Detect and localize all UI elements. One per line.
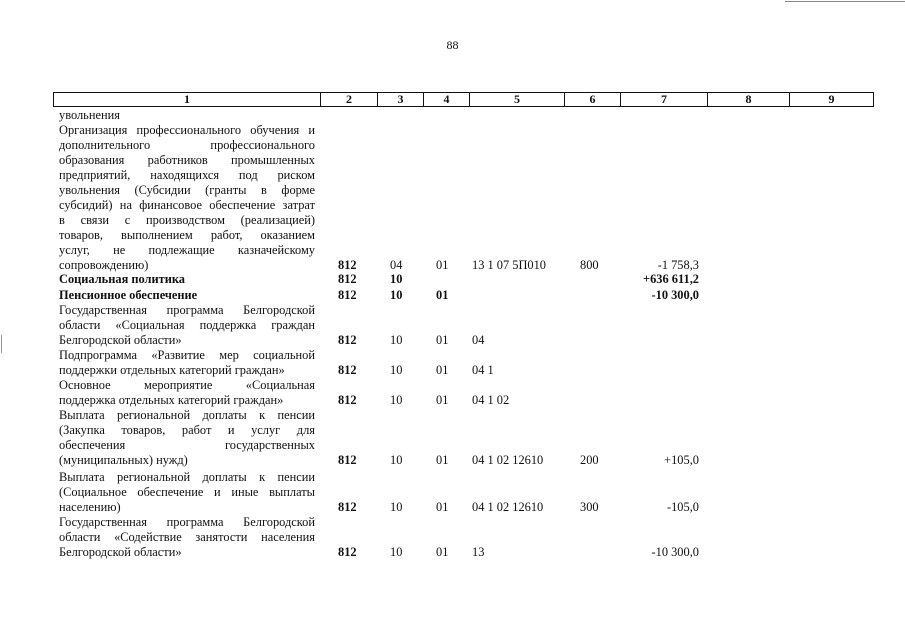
table-row bbox=[0, 348, 905, 378]
header-col-6: 6 bbox=[565, 93, 621, 107]
description-line: обеспечения государственных bbox=[59, 438, 315, 452]
header-col-3: 3 bbox=[378, 93, 424, 107]
amount-change: -10 300,0 bbox=[651, 288, 699, 302]
table-row bbox=[0, 288, 905, 303]
description-line: товаров, выполнением работ, оказанием bbox=[59, 228, 315, 242]
description-line: увольнения (Субсидии (гранты в форме bbox=[59, 183, 315, 197]
header-col-7: 7 bbox=[621, 93, 708, 107]
code-subsection: 01 bbox=[436, 545, 449, 559]
code-ministry: 812 bbox=[338, 363, 357, 377]
code-section: 10 bbox=[390, 363, 403, 377]
code-ministry: 812 bbox=[338, 500, 357, 514]
scan-edge-line bbox=[785, 1, 905, 2]
code-target-article: 04 1 02 bbox=[472, 393, 510, 407]
description-line: (Закупка товаров, работ и услуг для bbox=[59, 423, 315, 437]
description-line: Выплата региональной доплаты к пенсии bbox=[59, 408, 315, 422]
row-description bbox=[59, 303, 315, 348]
amount-change: -10 300,0 bbox=[651, 545, 699, 559]
code-ministry: 812 bbox=[338, 258, 357, 272]
description-line: области «Содействие занятости населения bbox=[59, 530, 315, 544]
header-col-5: 5 bbox=[470, 93, 565, 107]
code-section: 10 bbox=[390, 288, 403, 302]
header-col-2: 2 bbox=[321, 93, 378, 107]
table-row bbox=[0, 470, 905, 515]
code-subsection: 01 bbox=[436, 288, 449, 302]
code-section: 10 bbox=[390, 453, 403, 467]
description-line: дополнительного профессионального bbox=[59, 138, 315, 152]
description-line: поддержка отдельных категорий граждан» bbox=[59, 393, 284, 407]
description-line: Социальная политика bbox=[59, 272, 185, 286]
code-target-article: 04 1 02 12610 bbox=[472, 453, 544, 467]
code-target-article: 04 bbox=[472, 333, 485, 347]
code-target-article: 13 1 07 5П010 bbox=[472, 258, 546, 272]
code-subsection: 01 bbox=[436, 453, 449, 467]
code-section: 10 bbox=[390, 272, 403, 286]
description-line: поддержки отдельных категорий граждан» bbox=[59, 363, 285, 377]
code-target-article: 13 bbox=[472, 545, 485, 559]
code-section: 04 bbox=[390, 258, 403, 272]
description-line: области «Социальная поддержка граждан bbox=[59, 318, 315, 332]
description-line: Государственная программа Белгородской bbox=[59, 303, 315, 317]
description-line: субсидий) на финансовое обеспечение затрат bbox=[59, 198, 315, 212]
description-line: Основное мероприятие «Социальная bbox=[59, 378, 315, 392]
description-line: Белгородской области» bbox=[59, 545, 182, 559]
code-ministry: 812 bbox=[338, 333, 357, 347]
description-line: образования работников промышленных bbox=[59, 153, 315, 167]
row-description bbox=[59, 348, 315, 378]
row-description bbox=[59, 272, 315, 287]
code-ministry: 812 bbox=[338, 288, 357, 302]
amount-change: -105,0 bbox=[666, 500, 699, 514]
code-target-article: 04 1 bbox=[472, 363, 494, 377]
code-subsection: 01 bbox=[436, 333, 449, 347]
row-description bbox=[59, 108, 315, 273]
table-row bbox=[0, 272, 905, 287]
code-section: 10 bbox=[390, 545, 403, 559]
code-subsection: 01 bbox=[436, 363, 449, 377]
description-line: (Социальное обеспечение и иные выплаты bbox=[59, 485, 315, 499]
amount-change: -1 758,3 bbox=[657, 258, 699, 272]
row-description bbox=[59, 378, 315, 408]
header-col-9: 9 bbox=[790, 93, 874, 107]
code-expense-type: 800 bbox=[580, 258, 599, 272]
code-ministry: 812 bbox=[338, 453, 357, 467]
header-col-8: 8 bbox=[708, 93, 790, 107]
description-line: Подпрограмма «Развитие мер социальной bbox=[59, 348, 315, 362]
table-row bbox=[0, 515, 905, 560]
amount-change: +105,0 bbox=[664, 453, 699, 467]
description-line: Государственная программа Белгородской bbox=[59, 515, 315, 529]
description-line: Организация профессионального обучения и bbox=[59, 123, 315, 137]
code-subsection: 01 bbox=[436, 500, 449, 514]
row-description bbox=[59, 408, 315, 468]
description-line: предприятий, находящихся под риском bbox=[59, 168, 315, 182]
code-ministry: 812 bbox=[338, 393, 357, 407]
row-description bbox=[59, 288, 315, 303]
description-line: увольнения bbox=[59, 108, 120, 122]
description-line: сопровождению) bbox=[59, 258, 149, 272]
description-line: услуг, не подлежащие казначейскому bbox=[59, 243, 315, 257]
table-row bbox=[0, 108, 905, 273]
code-expense-type: 300 bbox=[580, 500, 599, 514]
description-line: Выплата региональной доплаты к пенсии bbox=[59, 470, 315, 484]
code-target-article: 04 1 02 12610 bbox=[472, 500, 544, 514]
header-col-1: 1 bbox=[54, 93, 321, 107]
code-ministry: 812 bbox=[338, 545, 357, 559]
row-description bbox=[59, 470, 315, 515]
code-ministry: 812 bbox=[338, 272, 357, 286]
code-section: 10 bbox=[390, 333, 403, 347]
code-expense-type: 200 bbox=[580, 453, 599, 467]
header-col-4: 4 bbox=[424, 93, 470, 107]
table-row bbox=[0, 303, 905, 348]
description-line: Белгородской области» bbox=[59, 333, 182, 347]
code-section: 10 bbox=[390, 500, 403, 514]
table-row bbox=[0, 408, 905, 468]
table-row bbox=[0, 378, 905, 408]
code-subsection: 01 bbox=[436, 258, 449, 272]
row-description bbox=[59, 515, 315, 560]
description-line: населению) bbox=[59, 500, 121, 514]
amount-change: +636 611,2 bbox=[643, 272, 699, 286]
code-subsection: 01 bbox=[436, 393, 449, 407]
table-header bbox=[53, 92, 874, 107]
page-number: 88 bbox=[446, 38, 459, 52]
code-section: 10 bbox=[390, 393, 403, 407]
description-line: в связи с производством (реализацией) bbox=[59, 213, 315, 227]
description-line: Пенсионное обеспечение bbox=[59, 288, 198, 302]
description-line: (муниципальных) нужд) bbox=[59, 453, 188, 467]
